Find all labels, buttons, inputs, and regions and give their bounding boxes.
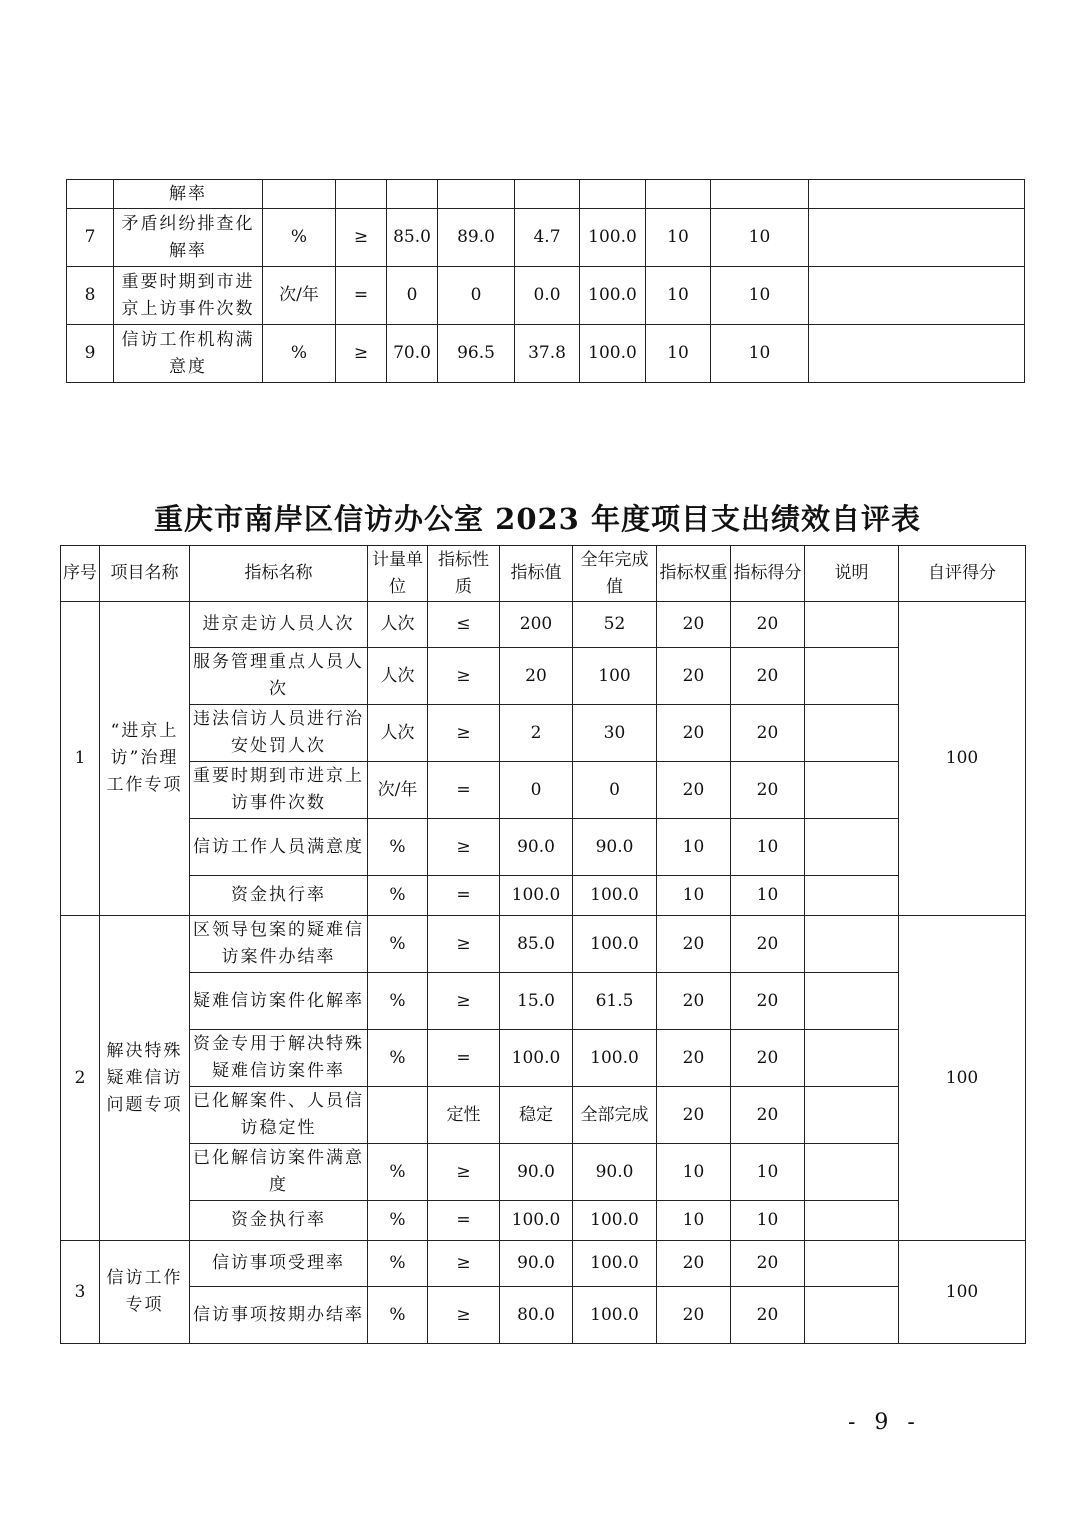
cell-v6 [711, 180, 809, 209]
indicator-done: 100 [573, 648, 657, 705]
indicator-done: 100.0 [573, 1201, 657, 1241]
cell-v2: 96.5 [438, 325, 515, 383]
indicator-unit [368, 1087, 428, 1144]
cell-unit: % [263, 209, 336, 267]
indicator-nature: = [428, 1030, 500, 1087]
indicator-name: 重要时期到市进京上访事件次数 [190, 762, 368, 819]
indicator-weight: 20 [657, 916, 731, 973]
cell-v5: 10 [646, 209, 711, 267]
header-self-score: 自评得分 [899, 546, 1026, 602]
cell-unit [263, 180, 336, 209]
indicator-nature: ≥ [428, 973, 500, 1030]
indicator-weight: 10 [657, 876, 731, 916]
indicator-done: 100.0 [573, 1241, 657, 1287]
table-title: 重庆市南岸区信访办公室 2023 年度项目支出绩效自评表 [154, 502, 921, 536]
indicator-value: 200 [500, 602, 573, 648]
cell-v6: 10 [711, 267, 809, 325]
indicator-unit: 人次 [368, 648, 428, 705]
indicator-weight: 10 [657, 819, 731, 876]
indicator-done: 90.0 [573, 1144, 657, 1201]
indicator-unit: % [368, 876, 428, 916]
indicator-score: 10 [731, 1201, 805, 1241]
indicator-note [805, 1030, 899, 1087]
table-row [61, 876, 1026, 916]
cell-v6: 10 [711, 209, 809, 267]
cell-unit: % [263, 325, 336, 383]
indicator-note [805, 762, 899, 819]
indicator-note [805, 602, 899, 648]
indicator-nature: ≥ [428, 1241, 500, 1287]
indicator-nature: ≤ [428, 602, 500, 648]
cell-v3: 0.0 [515, 267, 580, 325]
indicator-weight: 20 [657, 1087, 731, 1144]
indicator-score: 20 [731, 1287, 805, 1344]
cell-v1: 0 [387, 267, 438, 325]
indicator-note [805, 648, 899, 705]
header-weight: 指标权重 [657, 546, 731, 602]
indicator-weight: 20 [657, 648, 731, 705]
indicator-weight: 20 [657, 1287, 731, 1344]
cell-v3: 4.7 [515, 209, 580, 267]
indicator-score: 10 [731, 876, 805, 916]
indicator-note [805, 973, 899, 1030]
table-row [61, 1201, 1026, 1241]
indicator-weight: 20 [657, 1241, 731, 1287]
indicator-done: 52 [573, 602, 657, 648]
indicator-note [805, 1087, 899, 1144]
table-row [67, 209, 1025, 267]
indicator-done: 61.5 [573, 973, 657, 1030]
indicator-name: 信访事项按期办结率 [190, 1287, 368, 1344]
indicator-done: 全部完成 [573, 1087, 657, 1144]
cell-v6: 10 [711, 325, 809, 383]
table-row [61, 1144, 1026, 1201]
header-unit: 计量单位 [368, 546, 428, 602]
indicator-done: 100.0 [573, 916, 657, 973]
indicator-name: 资金专用于解决特殊疑难信访案件率 [190, 1030, 368, 1087]
cell-v4: 100.0 [580, 267, 646, 325]
indicator-score: 10 [731, 819, 805, 876]
indicator-note [805, 1241, 899, 1287]
indicator-done: 0 [573, 762, 657, 819]
indicator-unit: % [368, 1287, 428, 1344]
indicator-name: 已化解案件、人员信访稳定性 [190, 1087, 368, 1144]
self-score: 100 [899, 916, 1026, 1241]
page-number: - 9 - [848, 1410, 921, 1435]
indicator-value: 20 [500, 648, 573, 705]
indicator-note [805, 916, 899, 973]
indicator-done: 30 [573, 705, 657, 762]
indicator-score: 20 [731, 1241, 805, 1287]
cell-no: 8 [67, 267, 114, 325]
cell-v3 [515, 180, 580, 209]
cell-name: 信访工作机构满意度 [114, 325, 263, 383]
indicator-weight: 20 [657, 762, 731, 819]
indicator-unit: % [368, 819, 428, 876]
cell-v4 [580, 180, 646, 209]
project-no: 2 [61, 916, 100, 1241]
indicator-value: 80.0 [500, 1287, 573, 1344]
continued-table [66, 179, 1025, 383]
cell-note [809, 325, 1025, 383]
indicator-unit: % [368, 973, 428, 1030]
cell-v5 [646, 180, 711, 209]
indicator-unit: 人次 [368, 602, 428, 648]
indicator-done: 100.0 [573, 1287, 657, 1344]
indicator-unit: % [368, 1201, 428, 1241]
indicator-value: 100.0 [500, 1030, 573, 1087]
indicator-unit: % [368, 916, 428, 973]
indicator-unit: % [368, 1241, 428, 1287]
cell-v1 [387, 180, 438, 209]
table-row [61, 602, 1026, 648]
indicator-value: 稳定 [500, 1087, 573, 1144]
table-row [61, 705, 1026, 762]
cell-v4: 100.0 [580, 209, 646, 267]
header-row [61, 546, 1026, 602]
header-score: 指标得分 [731, 546, 805, 602]
table-row [61, 1287, 1026, 1344]
indicator-nature: ≥ [428, 819, 500, 876]
indicator-note [805, 705, 899, 762]
indicator-name: 区领导包案的疑难信访案件办结率 [190, 916, 368, 973]
table-row [61, 762, 1026, 819]
cell-name: 矛盾纠纷排查化解率 [114, 209, 263, 267]
table-row [61, 648, 1026, 705]
table-row [61, 819, 1026, 876]
indicator-done: 100.0 [573, 876, 657, 916]
cell-v2: 0 [438, 267, 515, 325]
cell-no [67, 180, 114, 209]
indicator-done: 100.0 [573, 1030, 657, 1087]
cell-nature: ≥ [336, 209, 387, 267]
indicator-nature: = [428, 1201, 500, 1241]
indicator-value: 100.0 [500, 1201, 573, 1241]
indicator-score: 20 [731, 602, 805, 648]
indicator-score: 20 [731, 705, 805, 762]
table-row [61, 1087, 1026, 1144]
indicator-nature: 定性 [428, 1087, 500, 1144]
self-score: 100 [899, 602, 1026, 916]
indicator-weight: 10 [657, 1201, 731, 1241]
header-note: 说明 [805, 546, 899, 602]
cell-v4: 100.0 [580, 325, 646, 383]
cell-nature: = [336, 267, 387, 325]
indicator-value: 85.0 [500, 916, 573, 973]
self-score: 100 [899, 1241, 1026, 1344]
cell-v5: 10 [646, 325, 711, 383]
indicator-unit: % [368, 1030, 428, 1087]
indicator-name: 信访事项受理率 [190, 1241, 368, 1287]
indicator-unit: 人次 [368, 705, 428, 762]
indicator-name: 违法信访人员进行治安处罚人次 [190, 705, 368, 762]
cell-v2 [438, 180, 515, 209]
indicator-score: 20 [731, 1087, 805, 1144]
indicator-name: 进京走访人员人次 [190, 602, 368, 648]
cell-name: 重要时期到市进京上访事件次数 [114, 267, 263, 325]
indicator-score: 20 [731, 762, 805, 819]
project-name: 信访工作专项 [100, 1241, 190, 1344]
indicator-value: 90.0 [500, 1241, 573, 1287]
cell-unit: 次/年 [263, 267, 336, 325]
table-row [61, 916, 1026, 973]
indicator-nature: ≥ [428, 916, 500, 973]
project-name: 解决特殊疑难信访问题专项 [100, 916, 190, 1241]
indicator-score: 20 [731, 916, 805, 973]
indicator-note [805, 819, 899, 876]
header-value: 指标值 [500, 546, 573, 602]
indicator-nature: = [428, 876, 500, 916]
performance-table [60, 545, 1026, 1344]
project-no: 1 [61, 602, 100, 916]
indicator-nature: ≥ [428, 1287, 500, 1344]
indicator-weight: 20 [657, 1030, 731, 1087]
table-row [61, 1030, 1026, 1087]
table-row [67, 267, 1025, 325]
indicator-score: 20 [731, 1030, 805, 1087]
indicator-done: 90.0 [573, 819, 657, 876]
table-row [67, 180, 1025, 209]
indicator-name: 信访工作人员满意度 [190, 819, 368, 876]
indicator-weight: 20 [657, 973, 731, 1030]
indicator-name: 已化解信访案件满意度 [190, 1144, 368, 1201]
header-project: 项目名称 [100, 546, 190, 602]
cell-no: 7 [67, 209, 114, 267]
cell-note [809, 209, 1025, 267]
table-row [61, 1241, 1026, 1287]
project-name: “进京上访”治理工作专项 [100, 602, 190, 916]
cell-note [809, 267, 1025, 325]
indicator-value: 2 [500, 705, 573, 762]
indicator-note [805, 1144, 899, 1201]
cell-v1: 85.0 [387, 209, 438, 267]
table-row [61, 973, 1026, 1030]
indicator-score: 20 [731, 648, 805, 705]
indicator-unit: 次/年 [368, 762, 428, 819]
cell-no: 9 [67, 325, 114, 383]
cell-nature [336, 180, 387, 209]
indicator-value: 15.0 [500, 973, 573, 1030]
cell-v1: 70.0 [387, 325, 438, 383]
indicator-unit: % [368, 1144, 428, 1201]
indicator-note [805, 876, 899, 916]
indicator-name: 服务管理重点人员人次 [190, 648, 368, 705]
indicator-note [805, 1201, 899, 1241]
indicator-value: 90.0 [500, 819, 573, 876]
header-done: 全年完成值 [573, 546, 657, 602]
indicator-nature: ≥ [428, 705, 500, 762]
indicator-name: 资金执行率 [190, 876, 368, 916]
project-no: 3 [61, 1241, 100, 1344]
indicator-name: 疑难信访案件化解率 [190, 973, 368, 1030]
indicator-note [805, 1287, 899, 1344]
cell-name: 解率 [114, 180, 263, 209]
table-row [67, 325, 1025, 383]
cell-v2: 89.0 [438, 209, 515, 267]
cell-v5: 10 [646, 267, 711, 325]
indicator-score: 20 [731, 973, 805, 1030]
indicator-value: 0 [500, 762, 573, 819]
header-indicator: 指标名称 [190, 546, 368, 602]
indicator-weight: 20 [657, 705, 731, 762]
header-no: 序号 [61, 546, 100, 602]
indicator-value: 100.0 [500, 876, 573, 916]
indicator-nature: ≥ [428, 648, 500, 705]
cell-v3: 37.8 [515, 325, 580, 383]
indicator-nature: ≥ [428, 1144, 500, 1201]
indicator-weight: 20 [657, 602, 731, 648]
indicator-value: 90.0 [500, 1144, 573, 1201]
indicator-name: 资金执行率 [190, 1201, 368, 1241]
cell-nature: ≥ [336, 325, 387, 383]
indicator-score: 10 [731, 1144, 805, 1201]
header-nature: 指标性质 [428, 546, 500, 602]
indicator-weight: 10 [657, 1144, 731, 1201]
cell-note [809, 180, 1025, 209]
indicator-nature: = [428, 762, 500, 819]
